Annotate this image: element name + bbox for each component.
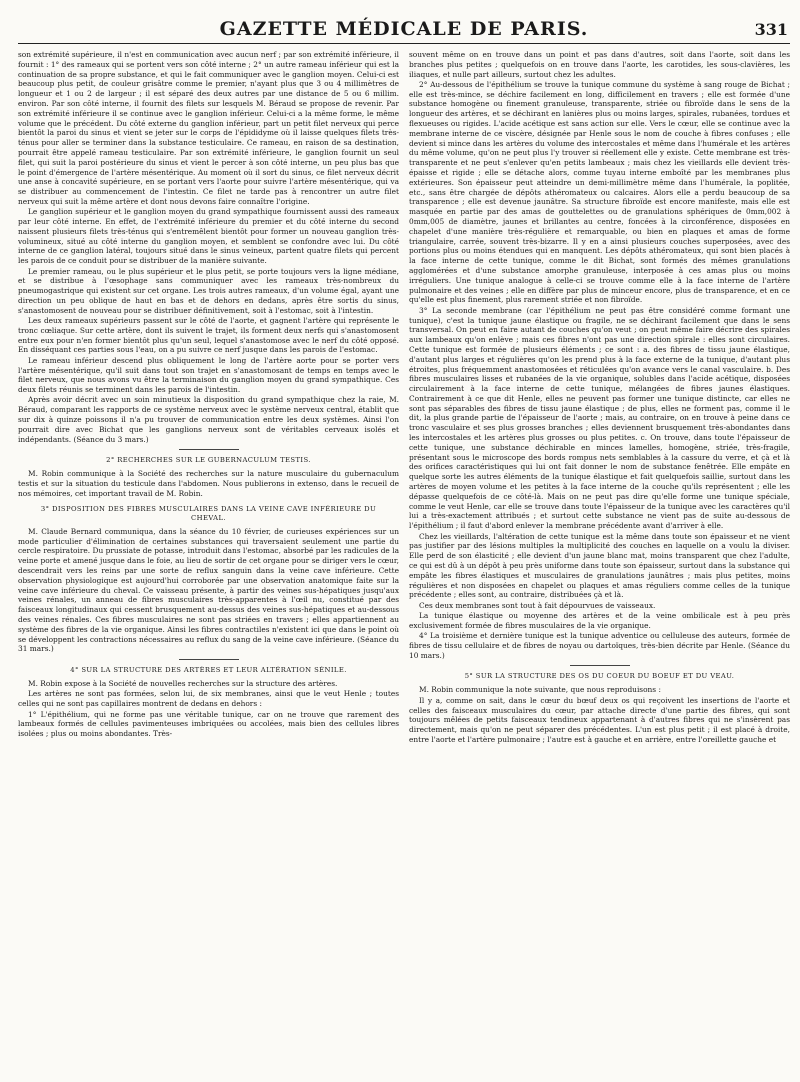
section-heading: 4° SUR LA STRUCTURE DES ARTÈRES ET LEUR ALTÉRATION SÉNILE.: [70, 666, 347, 675]
paragraph: 4° La troisième et dernière tunique est la tunique adventice ou celluleuse des auteurs, formée de fibres de tissu cellulaire et de fibres de noyau ou dartoïques, très-bien décrite par Henle. (Séance du 10 mars.): [409, 631, 790, 660]
paragraph: souvent même on en trouve dans un point et pas dans d'autres, soit dans l'aorte, soit dans les branches plus petites ; quelquefois on en trouve dans l'aorte, les carotides, les sous-clavières, les iliaques, et nulle part ailleurs, surtout chez les adultes.: [409, 50, 790, 79]
paragraph: M. Robin expose à la Société de nouvelles recherches sur la structure des artères.: [28, 679, 338, 689]
paragraph: son extrémité supérieure, il n'est en communication avec aucun nerf ; par son extrémité inférieure, il fournit : 1° des rameaux qui se portent vers son côté interne ; 2° un autre rameau inférieur qui est la continuation de sa propre substance, et qui le fait communiquer avec le ganglion moyen. Celui-ci est beaucoup plus petit, de couleur grisâtre comme le premier, n'ayant plus que 3 ou 4 millimètres de longueur et 1 ou 2 de largeur ; il est séparé des deux autres par une distance de 5 ou 6 millim. environ. Par son côté interne, il fournit des filets sur lesquels M. Béraud se propose de revenir. Par son extrémité inférieure il se continue avec le ganglion inférieur. Celui-ci a la même forme, le même volume que le précédent. Du côté externe du ganglion inférieur, part un petit filet nerveux qui perce bientôt la paroi du sinus et vient se jeter sur le corps de l'épididyme où il laisse quelques filets très-ténus pour aller se terminer dans la substance testiculaire. Ce rameau, en raison de sa destination, pourrait être appelé rameau testiculaire. Par son extrémité inférieure, le ganglion fournit un seul filet, qui suit la paroi postérieure du sinus et vient le percer à son côté interne, un peu plus bas que le point d'émergence de l'artère mésentérique. Au moment où il sort du sinus, ce filet nerveux décrit une anse à concavité supérieure, en se portant vers l'aorte pour suivre l'artère mésentérique, qui va se distribuer au commencement de l'intestin. Ce filet ne tarde pas à rencontrer un autre filet nerveux qui suit la même artère et dont nous devons faire connaître l'origine.: [18, 50, 399, 206]
section-heading: 5° SUR LA STRUCTURE DES OS DU COEUR DU BOEUF ET DU VEAU.: [464, 672, 735, 681]
section-heading: 2° RECHERCHES SUR LE GUBERNACULUM TESTIS.: [106, 456, 311, 465]
paragraph: Le rameau inférieur descend plus obliquement le long de l'artère aorte pour se porter vers l'artère mésentérique, qu'il suit dans tout son trajet en s'anastomosant de temps en temps avec le filet nerveux, que nous avons vu être la terminaison du ganglion moyen du grand sympathique. Ces deux filets réunis se terminent dans les parois de l'intestin.: [18, 355, 399, 395]
text-columns: [18, 50, 790, 1070]
paragraph: 3° La seconde membrane (car l'épithélium ne peut pas être considéré comme formant une tunique), c'est la tunique jaune élastique ou fragile, ne se déchirant facilement que dans le sens transversal. On peut en faire autant de couches qu'on veut ; on peut même faire décrire des spirales aux lambeaux qu'on enlève ; mais ces fibres n'ont pas une direction spirale : elles sont circulaires. Cette tunique est formée de plusieurs éléments ; ce sont : a. des fibres de tissu jaune élastique, d'autant plus larges et régulières qu'on les prend plus à la face externe de la tunique, d'autant plus étroites, plus fréquemment anastomosées et réticulées qu'on avance vers le canal vasculaire. b. Des fibres musculaires lisses et rubanées de la vie organique, solubles dans l'acide acétique, disposées circulairement à la face interne de cette tunique, mélangées de fibres jaunes élastiques. Contrairement à ce que dit Henle, elles ne peuvent pas former une tunique distincte, car elles ne sont pas séparables des fibres de tissu jaune élastique ; de plus, elles ne forment pas, comme il le dit, la plus grande partie de l'épaisseur de l'aorte ; mais, au contraire, on en trouve à peine dans ce tronc vasculaire et ses plus grosses branches ; elles deviennent brusquement très-abondantes dans les intercostales et les artères plus grosses ou plus petites. c. On trouve, dans toute l'épaisseur de cette tunique, une substance déchirable en minces lamelles, homogène, striée, très-fragile, présentant sous le microscope des bords rompus nets semblables à la cassure du verre, et çà et là des orifices caractéristiques qui lui ont fait donner le nom de substance fenêtrée. Elle empâte en quelque sorte les autres éléments de la tunique élastique et fait quelquefois saillie, surtout dans les artères de moyen volume et les petites à la face interne de la couche qu'ils représentent ; elle les dépasse quelquefois de ce côté-là. Mais on ne peut pas dire qu'elle forme une tunique spéciale, comme le veut Henle, car elle se trouve dans toute l'épaisseur de la tunique avec les caractères qu'il lui a très-exactement attribués ; et surtout cette substance ne vient pas de suite au-dessous de l'épithélium ; il faut d'abord enlever la membrane précédente avant d'arriver à elle.: [409, 305, 790, 531]
section-divider: [570, 665, 630, 666]
paragraph: 1° L'épithélium, qui ne forme pas une véritable tunique, car on ne trouve que rarement des lambeaux formés de cellules pavimenteuses imbriquées ou accolées, mais bien des cellules libres isolées ; plus ou moins abondantes. Très-: [18, 709, 399, 739]
section-divider: [179, 659, 239, 660]
paragraph: 2° Au-dessous de l'épithélium se trouve la tunique commune du système à sang rouge de Bichat ; elle est très-mince, se déchire facilement en long, difficilement en travers ; elle est formée d'une substance homogène ou finement granuleuse, transparente, striée ou fibroïde dans le sens de la longueur des artères, et se déchirant en lanières plus ou moins larges, spirales, rubanées, tordues et flexueuses ou rigides. L'acide acétique est sans action sur elle. Vers le cœur, elle se continue avec la membrane interne de ce viscère, désignée par Henle sous le nom de couche à fibres confuses ; elle devient si mince dans les artères du volume des intercostales et même dans l'humérale et les artères du même volume, qu'on ne peut plus l'y trouver si réellement elle y existe. Cette membrane est très-transparente et ne peut s'enlever qu'en petits lambeaux ; mais chez les vieillards elle devient très-épaisse et rigide ; elle se détache alors, comme tuyau interne emboîté par les membranes plus extérieures. Son épaisseur peut atteindre un demi-millimètre même dans l'humérale, la poplitée, etc., sans être chargée de dépôts athéromateux ou calcaires. Alors elle a perdu beaucoup de sa transparence ; elle est devenue jaunâtre. Sa structure fibroïde est encore manifeste, mais elle est masquée en partie par des amas de gouttelettes ou de granulations sphériques de 0mm,002 à 0mm,005 de diamètre, jaunes et brillantes au centre, foncées à la circonférence, disposées en chapelet d'une manière très-régulière et remarquable, ou bien en plaques et amas de forme triangulaire, carrée, souvent très-bizarre. Il y en a ainsi plusieurs couches superposées, avec des portions plus ou moins étendues qui en manquent. Les dépôts athéromateux, qui sont bien placés à la face interne de cette tunique, comme le dit Bichat, sont formés des mêmes granulations agglomérées et d'une substance amorphe granuleuse, interposée à ces amas plus ou moins irréguliers. Une tunique analogue à celle-ci se trouve comme elle à la face interne de l'artère pulmonaire et des veines ; elle en diffère par plus de minceur encore, plus de transparence, et en ce qu'elle est plus finement, plus rarement striée et non fibroïde.: [409, 79, 790, 305]
paragraph: Les deux rameaux supérieurs passent sur le côté de l'aorte, et gagnent l'artère qui représente le tronc cœliaque. Sur cette artère, dont ils suivent le trajet, ils forment deux nerfs qui s'anastomosent entre eux pour n'en former bientôt plus qu'un seul, lequel s'anastomose avec le nerf du côté opposé. En disséquant ces parties sous l'eau, on a pu suivre ce nerf jusque dans les parois de l'estomac.: [18, 316, 399, 355]
page-number: 331: [754, 20, 788, 39]
paragraph: Les artères ne sont pas formées, selon lui, de six membranes, ainsi que le veut Henle ; toutes celles qui ne sont pas capillaires montrent de dedans en dehors :: [18, 689, 399, 709]
paragraph: M. Robin communique à la Société des recherches sur la nature musculaire du gubernaculum testis et sur la situation du testicule dans l'abdomen. Nous publierons in extenso, dans le recueil de nos mémoires, cet important travail de M. Robin.: [18, 469, 399, 498]
masthead: [18, 14, 790, 44]
paragraph: Chez les vieillards, l'altération de cette tunique est la même dans toute son épaisseur et ne vient pas justifier par des lésions multiples la multiplicité des couches en laquelle on a voulu la diviser. Elle perd de son élasticité ; elle devient d'un jaune blanc mat, moins transparent que chez l'adulte, ce qui est dû à un dépôt à peu près uniforme dans toute son épaisseur, surtout dans la substance qui empâte les fibres élastiques et musculaires de granulations jaunâtres ; mais plus petites, moins régulières et non disposées en chapelet ou plaques et amas réguliers comme celles de la tunique précédente ; elles sont, au contraire, distribuées çà et là.: [409, 531, 790, 600]
paragraph: Il y a, comme on sait, dans le cœur du bœuf deux os qui reçoivent les insertions de l'aorte et celles des faisceaux musculaires du cœur, par attache directe d'une partie des fibres, qui sont toujours mêlées de petits faisceaux tendineux appartenant à d'autres fibres qui ne s'insèrent pas directement, mais qu'on ne peut séparer des précédentes. L'un est plus petit ; il est placé à droite, entre l'aorte et l'artère pulmonaire ; l'autre est à gauche et en arrière, entre l'oreillette gauche et: [409, 695, 790, 744]
paragraph: Le premier rameau, ou le plus supérieur et le plus petit, se porte toujours vers la ligne médiane, et se distribue à l'œsophage sans communiquer avec les rameaux très-nombreux du pneumogastrique qui existent sur cet organe. Les trois autres rameaux, d'un volume égal, ayant une direction un peu oblique de haut en bas et de dehors en dedans, après être sortis du sinus, s'anastomosent de nouveau pour se distribuer définitivement, soit à l'estomac, soit à l'intestin.: [18, 266, 399, 315]
journal-title: GAZETTE MÉDICALE DE PARIS.: [219, 18, 589, 40]
right-column: [409, 50, 790, 1070]
paragraph: Ces deux membranes sont tout à fait dépourvues de vaisseaux.: [419, 600, 656, 610]
paragraph: M. Claude Bernard communiqua, dans la séance du 10 février, de curieuses expériences sur un mode particulier d'élimination de certaines substances qui traversaient seulement une partie du cercle respiratoire. Du prussiate de potasse, introduit dans l'estomac, absorbé par les radicules de la veine porte et amené jusque dans le foie, au lieu de sortir de cet organe pour se diriger vers le cœur, descendrait vers les reins par une sorte de reflux sanguin dans la veine cave inférieure. Cette observation physiologique est aujourd'hui corroborée par une observation anatomique faite sur la veine cave inférieure du cheval. Ce vaisseau présente, à partir des veines sus-hépatiques jusqu'aux veines rénales, un anneau de fibres musculaires très-apparentes à l'œil nu, constitué par des faisceaux longitudinaux qui cessent brusquement au-dessus des veines sus-hépatiques et au-dessous des veines rénales. Ces fibres musculaires ne sont pas striées en travers ; elles appartiennent au système des fibres de la vie organique. Ainsi les fibres contractiles n'existent ici que dans le point où se développent les contractions nécessaires au reflux du sang de la veine cave inférieure. (Séance du 31 mars.): [18, 526, 399, 654]
paragraph: Après avoir décrit avec un soin minutieux la disposition du grand sympathique chez la raie, M. Béraud, comparant les rapports de ce système nerveux avec le système nerveux central, établit que sur dix à quinze poissons il n'a pu trouver de communication entre les deux systèmes. Ainsi l'on pourrait dire avec Bichat que les ganglions nerveux sont de véritables cerveaux isolés et indépendants. (Séance du 3 mars.): [18, 395, 399, 444]
section-heading: 3° DISPOSITION DES FIBRES MUSCULAIRES DANS LA VEINE CAVE INFÉRIEURE DU CHEVAL.: [40, 504, 377, 522]
paragraph: La tunique élastique ou moyenne des artères et de la veine ombilicale est à peu près exclusivement formée de fibres musculaires de la vie organique.: [409, 610, 790, 630]
left-column: [18, 50, 399, 1070]
paragraph: Le ganglion supérieur et le ganglion moyen du grand sympathique fournissent aussi des rameaux par leur côté interne. En effet, de l'extrémité inférieure du premier et du côté interne du second naissent plusieurs filets très-ténus qui s'entremêlent bientôt pour former un nouveau ganglion très-volumineux, situé au côté interne du ganglion moyen, et semblent se confondre avec lui. Du côté interne de ce ganglion latéral, toujours situé dans le sinus veineux, partent quatre filets qui percent les parois de ce conduit pour se distribuer de la manière suivante.: [18, 207, 399, 266]
paragraph: M. Robin communique la note suivante, que nous reproduisons :: [419, 685, 661, 695]
section-divider: [179, 449, 239, 450]
